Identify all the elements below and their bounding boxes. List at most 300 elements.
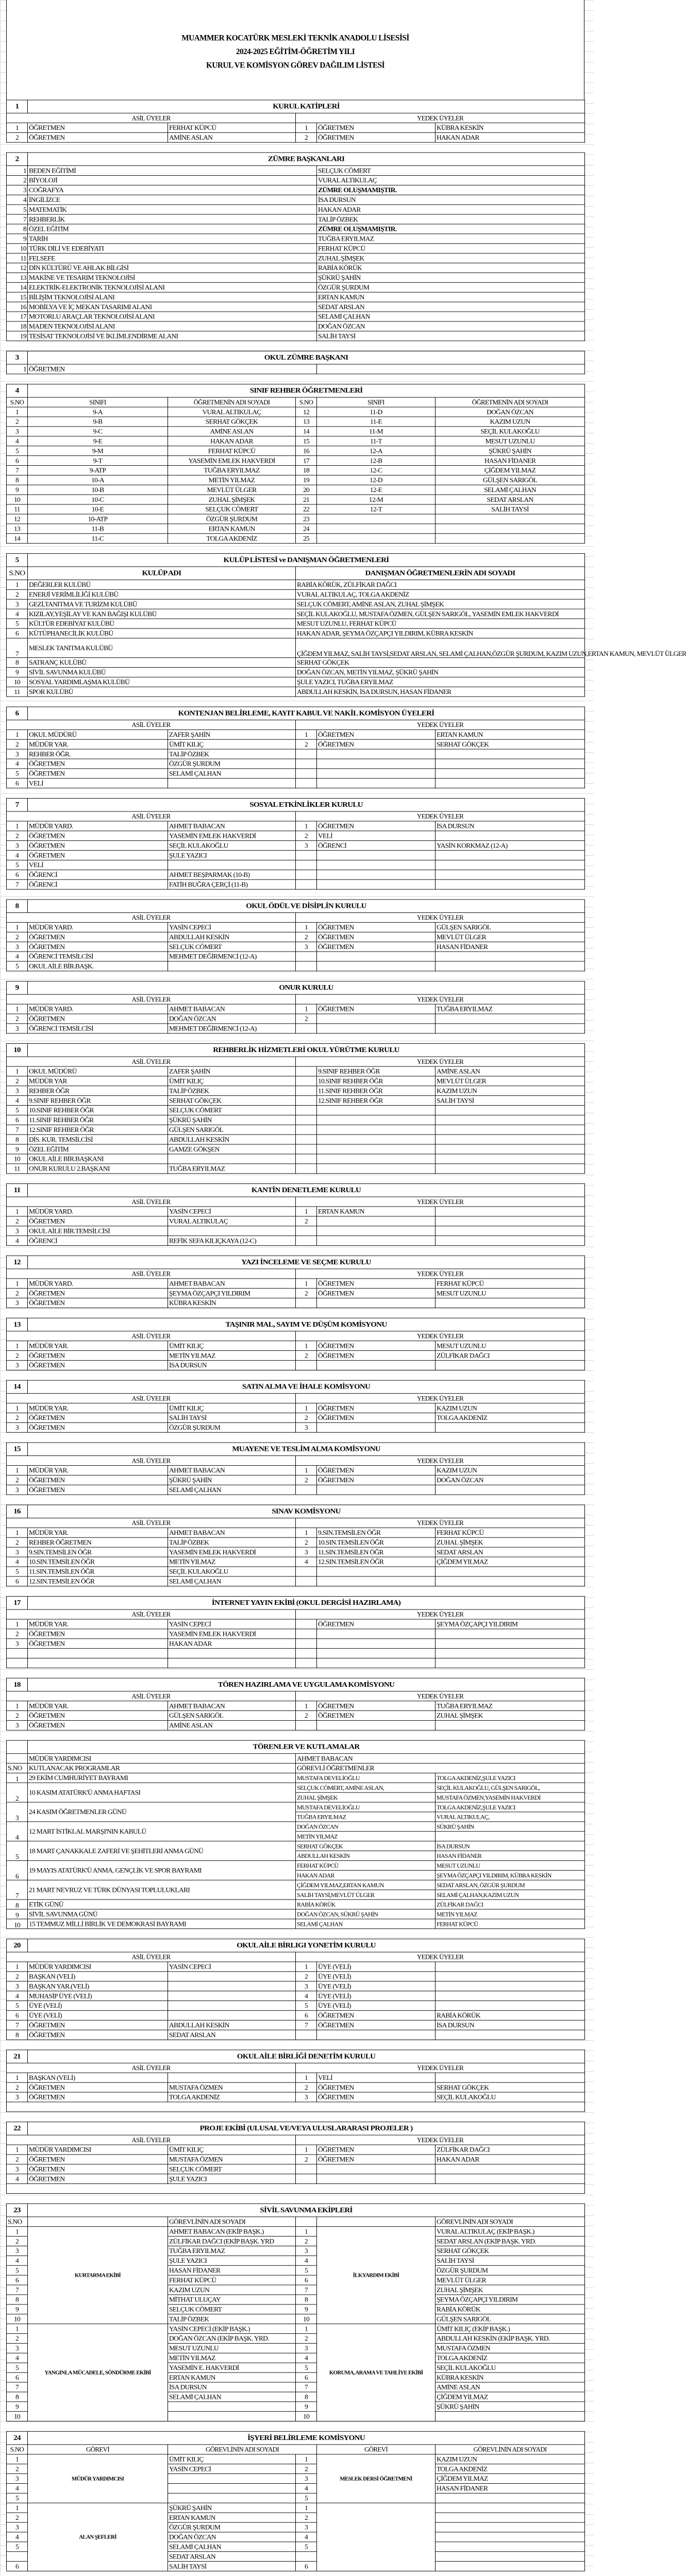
- asil-name: SEÇİL KULAKOĞLU: [168, 1567, 296, 1577]
- member-no: 1: [7, 2227, 28, 2236]
- yedek-uyeler-label: YEDEK ÜYELER: [296, 994, 585, 1004]
- head-name: İSA DURSUN: [317, 195, 585, 205]
- asil-name: ZAFER ŞAHİN: [168, 730, 296, 739]
- teacher: ÇİĞDEM YILMAZ: [436, 465, 585, 475]
- asil-no: 5: [7, 2001, 28, 2010]
- yedek-uyeler-label: YEDEK ÜYELER: [296, 1456, 585, 1466]
- member-no: 2: [296, 2334, 317, 2344]
- yedek-name: YASİN KORKMAZ (12-A): [436, 841, 585, 851]
- club-no: 9: [7, 667, 28, 677]
- head-name: SELÇUK CÖMERT: [317, 166, 585, 176]
- yedek-no: 3: [296, 1547, 317, 1557]
- asil-no: 2: [7, 132, 28, 142]
- asil-no: 2: [7, 932, 28, 942]
- table-row: [7, 253, 585, 263]
- section-header: [7, 981, 585, 995]
- asil-role: OKUL AİLE BİR.BAŞK.: [28, 961, 168, 971]
- asil-no: 1: [7, 1004, 28, 1014]
- cell: [28, 2217, 168, 2227]
- section-number: 11: [7, 1184, 28, 1197]
- member-name: [436, 2513, 585, 2522]
- table-row: [7, 942, 585, 952]
- table-row: [7, 1279, 585, 1289]
- asil-role: ÖĞRETMEN: [28, 1475, 168, 1485]
- column-header: GÖREVLİNİN ADI SOYADI: [436, 2445, 585, 2454]
- sno: 14: [296, 427, 317, 436]
- member-name: ÇİĞDEM YILMAZ: [436, 2392, 585, 2402]
- yedek-no: 2: [296, 2082, 317, 2092]
- yedek-role: 10.SIN.TEMSİLEN ÖĞR: [317, 1537, 436, 1547]
- head-name: SALİH TAYSİ: [317, 331, 585, 341]
- asil-no: 4: [7, 952, 28, 961]
- asil-role: ÖĞRETMEN: [28, 942, 168, 952]
- asil-role: REHBER ÖĞR: [28, 1086, 168, 1096]
- asil-role: MÜDÜR YAR.: [28, 1528, 168, 1537]
- program-name: 29 EKİM CUMHURİYET BAYRAMI: [28, 1773, 296, 1783]
- asil-role: ÖĞRENCİ: [28, 870, 168, 879]
- asil-name: HAKAN ADAR: [168, 1639, 296, 1649]
- yedek-name: [436, 2174, 585, 2184]
- table-row: [7, 759, 585, 769]
- section-6: [6, 706, 585, 788]
- team-name: İLKYARDIM EKİBİ: [317, 2227, 436, 2324]
- teacher: VURAL ALTIKULAÇ: [168, 407, 296, 417]
- table-row: [7, 1547, 585, 1557]
- section-title: ONUR KURULU: [28, 981, 585, 995]
- table-row: [7, 1518, 585, 1528]
- class: 9-ATP: [28, 465, 168, 475]
- table-row: [7, 485, 585, 495]
- branch: MAKİNE VE TESARIM TEKNOLOJİSİ: [28, 273, 317, 282]
- member-name: ŞULE YAZICI: [168, 2256, 296, 2265]
- yedek-no: 1: [296, 1403, 317, 1413]
- section-header: [7, 1443, 585, 1456]
- sno: 12: [296, 407, 317, 417]
- asil-role: MÜDÜR YARD.: [28, 821, 168, 831]
- table-row: [7, 1880, 585, 1890]
- yedek-no: 4: [296, 1557, 317, 1567]
- yedek-role: [317, 1115, 436, 1125]
- member-no: 10: [7, 2412, 28, 2421]
- yedek-name: KAZIM UZUN: [436, 1465, 585, 1475]
- assigned-teachers: SÜKRÜ ŞAHİN: [436, 1822, 585, 1832]
- column-header: S.NO: [296, 397, 317, 407]
- yedek-uyeler-label: YEDEK ÜYELER: [296, 113, 585, 123]
- table-row: [7, 1096, 585, 1106]
- assigned-teachers: SEDAT ARSLAN, ÖZGÜR ŞURDUM: [436, 1880, 585, 1890]
- table-row: [7, 1465, 585, 1475]
- asil-name: SALİH TAYSİ: [168, 1413, 296, 1422]
- table-row: [7, 2063, 585, 2073]
- table-row: [7, 1649, 585, 1658]
- section-4: [6, 384, 585, 544]
- assigned-teachers: MUSTAFA ÖZMEN,YASEMİN HAKVERDİ: [436, 1792, 585, 1802]
- section-title: PROJE EKİBİ (ULUSAL VE/VEYA ULUSLARARASI PROJELER ): [28, 2122, 585, 2136]
- yedek-no: [296, 1649, 317, 1658]
- table-row: [7, 1086, 585, 1096]
- item-no: 16: [7, 302, 28, 312]
- assigned-teachers: İSA DURSUN: [436, 1841, 585, 1851]
- asil-uyeler-label: ASİL ÜYELER: [7, 811, 296, 821]
- yedek-role: [317, 1164, 436, 1174]
- section-header: [7, 1597, 585, 1610]
- member-name: VURAL ALTIKULAÇ (EKİP BAŞK.): [436, 2227, 585, 2236]
- table-row: [7, 1394, 585, 1403]
- table-row: [7, 851, 585, 860]
- yedek-no: [296, 1125, 317, 1134]
- asil-role: ÖĞRETMEN: [28, 1629, 168, 1639]
- asil-name: [168, 1226, 296, 1236]
- yedek-role: ÖĞRETMEN: [317, 1711, 436, 1721]
- asil-role: BAŞKAN (VELİ): [28, 2073, 168, 2082]
- yedek-role: [317, 1658, 436, 1668]
- program-no: 3: [7, 1802, 28, 1822]
- asil-no: 2: [7, 2082, 28, 2092]
- yedek-no: 2: [296, 1475, 317, 1485]
- yedek-name: ZÜLFİKAR DAĞCI: [436, 2145, 585, 2155]
- table-row: [7, 185, 585, 195]
- assigned-teachers: HASAN FİDANER: [436, 1851, 585, 1861]
- member-name: SEÇİL KULAKOĞLU: [436, 2363, 585, 2372]
- asil-no: 4: [7, 759, 28, 769]
- section-12: [6, 1256, 585, 1308]
- asil-no: 2: [7, 1413, 28, 1422]
- asil-no: 8: [7, 1134, 28, 1144]
- yedek-name: [436, 1115, 585, 1125]
- yedek-name: [436, 1216, 585, 1226]
- club-name: SOSYAL YARDIMLAŞMA KULÜBÜ: [28, 677, 296, 687]
- yedek-role: ÖĞRETMEN: [317, 123, 436, 132]
- yedek-role: [317, 851, 436, 860]
- sno: 12: [7, 514, 28, 524]
- cell: [7, 2184, 585, 2194]
- asil-name: ŞÜKRÜ ŞAHİN: [168, 1475, 296, 1485]
- member-no: 4: [7, 2353, 28, 2363]
- yedek-no: [296, 759, 317, 769]
- club-no: 8: [7, 658, 28, 668]
- cell: [7, 1754, 28, 1764]
- yedek-name: [436, 831, 585, 841]
- member-name: SEDAT ARSLAN (EKİP BAŞK. YRD.: [436, 2236, 585, 2246]
- section-number: 2: [7, 152, 28, 166]
- member-no: 5: [7, 2363, 28, 2372]
- asil-name: ÜMİT KILIÇ: [168, 1076, 296, 1086]
- teacher: YASEMİN EMLEK HAKVERDİ: [168, 456, 296, 466]
- class: 10-B: [28, 485, 168, 495]
- head-name: ZÜMRE OLUŞMAMIŞTIR.: [317, 185, 585, 195]
- section-24: [6, 2431, 585, 2571]
- asil-role: MÜDÜR YAR.: [28, 1341, 168, 1351]
- asil-role: ÖĞRETMEN: [28, 1216, 168, 1226]
- section-number: 18: [7, 1678, 28, 1691]
- yedek-uyeler-label: YEDEK ÜYELER: [296, 2063, 585, 2073]
- table-row: [7, 1720, 585, 1730]
- yedek-no: [296, 1298, 317, 1308]
- table-row: [7, 2145, 585, 2155]
- table-row: [7, 446, 585, 456]
- asil-role: ÖĞRETMEN: [28, 2174, 168, 2184]
- section-title: OKUL AİLE BİRLIGI YONETİM KURULU: [28, 1939, 585, 1953]
- yedek-name: TUĞBA ERYILMAZ: [436, 1701, 585, 1711]
- yedek-no: [296, 1024, 317, 1033]
- yedek-no: 2: [296, 1711, 317, 1721]
- column-header: KUTLANACAK PROGRAMLAR: [28, 1764, 296, 1773]
- table-row: [7, 364, 585, 374]
- yedek-no: 1: [296, 1004, 317, 1014]
- yedek-role: [317, 870, 436, 879]
- section-title: SOSYAL ETKİNLİKLER KURULU: [28, 799, 585, 812]
- class: 10-C: [28, 495, 168, 504]
- asil-name: TALİP ÖZBEK: [168, 1537, 296, 1547]
- yedek-name: [436, 1207, 585, 1216]
- table-row: [7, 687, 585, 697]
- asil-no: 5: [7, 769, 28, 778]
- asil-no: 2: [7, 1351, 28, 1361]
- yedek-role: VELİ: [317, 831, 436, 841]
- member-no: 1: [7, 2324, 28, 2334]
- member-name: DOĞAN ÖZCAN: [168, 2532, 296, 2542]
- section-number: 23: [7, 2204, 28, 2217]
- club-no: 6: [7, 629, 28, 638]
- yedek-role: ÖĞRETMEN: [317, 1289, 436, 1298]
- table-row: [7, 1076, 585, 1086]
- club-name: ENERJİ VERİMLİLİĞİ KULÜBÜ: [28, 589, 296, 599]
- asil-role: ÜYE (VELİ): [28, 2010, 168, 2020]
- section-5: [6, 553, 686, 697]
- yedek-role: [317, 1226, 436, 1236]
- table-row: [7, 205, 585, 214]
- sno: 1: [7, 407, 28, 417]
- yedek-no: [296, 769, 317, 778]
- asil-name: ÖZGÜR ŞURDUM: [168, 1422, 296, 1432]
- yedek-no: [296, 1720, 317, 1730]
- yedek-name: SEDAT ARSLAN: [436, 1547, 585, 1557]
- asil-name: MEHMET DEĞİRMENCİ (12-A): [168, 952, 296, 961]
- yedek-role: [317, 961, 436, 971]
- asil-role: 10.SINIF REHBER ÖĞR: [28, 1106, 168, 1115]
- head-name: ZUHAL ŞİMŞEK: [317, 253, 585, 263]
- column-header: GÖREVLİNİN ADI SOYADI: [168, 2217, 296, 2227]
- section-14: [6, 1380, 585, 1433]
- teacher: [436, 514, 585, 524]
- asil-role: MÜDÜR YAR.: [28, 739, 168, 749]
- yedek-name: HAKAN ADAR: [436, 132, 585, 142]
- yedek-role: ÖĞRETMEN: [317, 1619, 436, 1629]
- asil-name: SEDAT ARSLAN: [168, 2030, 296, 2040]
- asil-role: ÖĞRETMEN: [28, 1413, 168, 1422]
- class: [317, 524, 436, 534]
- asil-role: MÜDÜR YAR.: [28, 1465, 168, 1475]
- asil-no: 2: [7, 1537, 28, 1547]
- section-header: [7, 707, 585, 720]
- yedek-name: [436, 851, 585, 860]
- yedek-no: [296, 1106, 317, 1115]
- class: 9-E: [28, 436, 168, 446]
- yedek-name: [436, 1024, 585, 1033]
- section-number: 7: [7, 799, 28, 812]
- member-name: YASİN CEPECİ: [168, 2464, 296, 2474]
- asil-no: 5: [7, 1106, 28, 1115]
- table-row: [7, 879, 585, 889]
- section-title: YAZI İNCELEME VE SEÇME KURULU: [28, 1256, 585, 1269]
- yedek-no: 2: [296, 932, 317, 942]
- teacher: SEDAT ARSLAN: [436, 495, 585, 504]
- asil-name: [168, 1154, 296, 1164]
- section-header: [7, 2204, 585, 2217]
- table-row: [7, 870, 585, 879]
- team-name: MÜDÜR YARDIMCISI: [28, 2454, 168, 2503]
- asil-no: 4: [7, 1991, 28, 2001]
- item-no: 13: [7, 273, 28, 282]
- asil-role: ÖĞRETMEN: [28, 841, 168, 851]
- asil-no: 4: [7, 2174, 28, 2184]
- yedek-name: HASAN FİDANER: [436, 942, 585, 952]
- asil-name: YASİN CEPECİ: [168, 1962, 296, 1972]
- asil-name: SELÇUK CÖMERT: [168, 2164, 296, 2174]
- head-name: HAKAN ADAR: [317, 205, 585, 214]
- section-7: [6, 798, 585, 890]
- member-name: ÖZGÜR ŞURDUM: [436, 2265, 585, 2275]
- asil-role: ÖĞRETMEN: [28, 1485, 168, 1495]
- yedek-no: [296, 870, 317, 879]
- asil-name: TALİP ÖZBEK: [168, 749, 296, 759]
- table-row: [7, 821, 585, 831]
- cell: [296, 2217, 317, 2227]
- asil-uyeler-label: ASİL ÜYELER: [7, 1197, 296, 1207]
- assigned-teachers: TOLGA AKDENİZ,ŞULE YAZICI: [436, 1773, 585, 1783]
- advisors: VURAL ALTIKULAÇ, TOLGA AKDENİZ: [296, 589, 585, 599]
- asil-no: 3: [7, 749, 28, 759]
- table-row: [7, 2092, 585, 2102]
- yedek-no: 3: [296, 1422, 317, 1432]
- yedek-name: [436, 1134, 585, 1144]
- head-name: SELAMİ ÇALHAN: [317, 312, 585, 321]
- asil-role: BAŞKAN (VELİ): [28, 1972, 168, 1981]
- teacher: ŞÜKRÜ ŞAHİN: [436, 446, 585, 456]
- yedek-role: 9.SINIF REHBER ÖĞR: [317, 1066, 436, 1076]
- asil-no: 2: [7, 1014, 28, 1024]
- table-row: [7, 495, 585, 504]
- asil-role: DİS. KUR. TEMSİLCİSİ: [28, 1134, 168, 1144]
- asil-name: ZAFER ŞAHİN: [168, 1066, 296, 1076]
- member-no: 1: [7, 2503, 28, 2513]
- yedek-name: [436, 1720, 585, 1730]
- table-row: [7, 860, 585, 870]
- sno: 5: [7, 446, 28, 456]
- section-title: ZÜMRE BAŞKANLARI: [28, 152, 585, 166]
- table-row: [7, 730, 585, 739]
- section-title: OKUL ÖDÜL VE DİSİPLİN KURULU: [28, 900, 585, 913]
- yedek-name: [436, 1485, 585, 1495]
- cell: [7, 2102, 585, 2112]
- deputy-name: AHMET BABACAN: [296, 1754, 585, 1764]
- table-row: [7, 1485, 585, 1495]
- asil-name: FATİH BUĞRA ÇERÇİ (11-B): [168, 879, 296, 889]
- member-no: 4: [7, 2532, 28, 2542]
- asil-name: ÜMİT KILIÇ: [168, 1341, 296, 1351]
- asil-no: 7: [7, 879, 28, 889]
- member-name: İSA DURSUN: [168, 2382, 296, 2392]
- section-title: SINIF REHBER ÖĞRETMENLERİ: [28, 384, 585, 398]
- club-no: 2: [7, 589, 28, 599]
- asil-uyeler-label: ASİL ÜYELER: [7, 2063, 296, 2073]
- cell: [317, 2217, 436, 2227]
- asil-role: OKUL AİLE BİR.BAŞKANI: [28, 1154, 168, 1164]
- asil-role: ÖĞRETMEN: [28, 2155, 168, 2164]
- yedek-no: [296, 1639, 317, 1649]
- yedek-role: ÜYE (VELİ): [317, 1981, 436, 1991]
- yedek-name: [436, 2073, 585, 2082]
- assigned-teachers: HAKAN ADAR: [296, 1870, 436, 1880]
- yedek-name: [436, 759, 585, 769]
- asil-role: MÜDÜR YARDIMCISI: [28, 1962, 168, 1972]
- yedek-no: [296, 860, 317, 870]
- asil-role: 12.SIN.TEMSİLEN ÖĞR: [28, 1577, 168, 1586]
- member-name: ÖZGÜR ŞURDUM: [168, 2522, 296, 2532]
- yedek-no: [296, 1236, 317, 1246]
- class: [317, 514, 436, 524]
- item-no: 17: [7, 312, 28, 321]
- table-row: [7, 1577, 585, 1586]
- table-row: [7, 567, 585, 580]
- teacher: DOĞAN ÖZCAN: [436, 407, 585, 417]
- yedek-name: MESUT UZUNLU: [436, 1341, 585, 1351]
- table-row: [7, 524, 585, 534]
- table-row: [7, 749, 585, 759]
- member-no: 10: [296, 2412, 317, 2421]
- yedek-name: ZÜLFİKAR DAĞCI: [436, 1351, 585, 1361]
- asil-role: 11.SIN.TEMSİLEN ÖĞR: [28, 1567, 168, 1577]
- member-no: 7: [7, 2382, 28, 2392]
- table-row: [7, 1619, 585, 1629]
- yedek-no: 3: [296, 2092, 317, 2102]
- table-row: [7, 1413, 585, 1422]
- program-name: 21 MART NEVRUZ VE TÜRK DÜNYASI TOPLULUKLARI: [28, 1880, 296, 1900]
- club-name: DEĞERLER KULÜBÜ: [28, 580, 296, 589]
- member-no: 8: [296, 2392, 317, 2402]
- table-row: [7, 2184, 585, 2194]
- table-row: [7, 1609, 585, 1619]
- yedek-role: [317, 1236, 436, 1246]
- table-row: [7, 1773, 585, 1783]
- class: 11-M: [317, 427, 436, 436]
- section-header: [7, 100, 585, 113]
- yedek-name: İSA DURSUN: [436, 2020, 585, 2030]
- member-no: 10: [7, 2314, 28, 2324]
- program-no: 7: [7, 1880, 28, 1900]
- assigned-teachers: ZÜLFİKAR DAĞCI: [436, 1900, 585, 1909]
- asil-role: [28, 1658, 168, 1668]
- item-no: 10: [7, 244, 28, 253]
- yedek-role: ÖĞRETMEN: [317, 1403, 436, 1413]
- yedek-role: [317, 1567, 436, 1577]
- class: 9-A: [28, 407, 168, 417]
- yedek-no: 1: [296, 821, 317, 831]
- table-row: [7, 1754, 585, 1764]
- member-no: 6: [7, 2275, 28, 2285]
- asil-name: ÜMİT KILIÇ: [168, 1403, 296, 1413]
- section-title: KURUL KATİPLERİ: [28, 100, 585, 113]
- yedek-role: [317, 1360, 436, 1370]
- table-row: [7, 2030, 585, 2040]
- sno: 4: [7, 436, 28, 446]
- asil-role: MÜDÜR YARD.: [28, 922, 168, 932]
- document-title: [6, 0, 584, 100]
- yedek-name: [436, 1298, 585, 1308]
- yedek-no: 2: [296, 1014, 317, 1024]
- yedek-name: [436, 1226, 585, 1236]
- asil-no: 1: [7, 1701, 28, 1711]
